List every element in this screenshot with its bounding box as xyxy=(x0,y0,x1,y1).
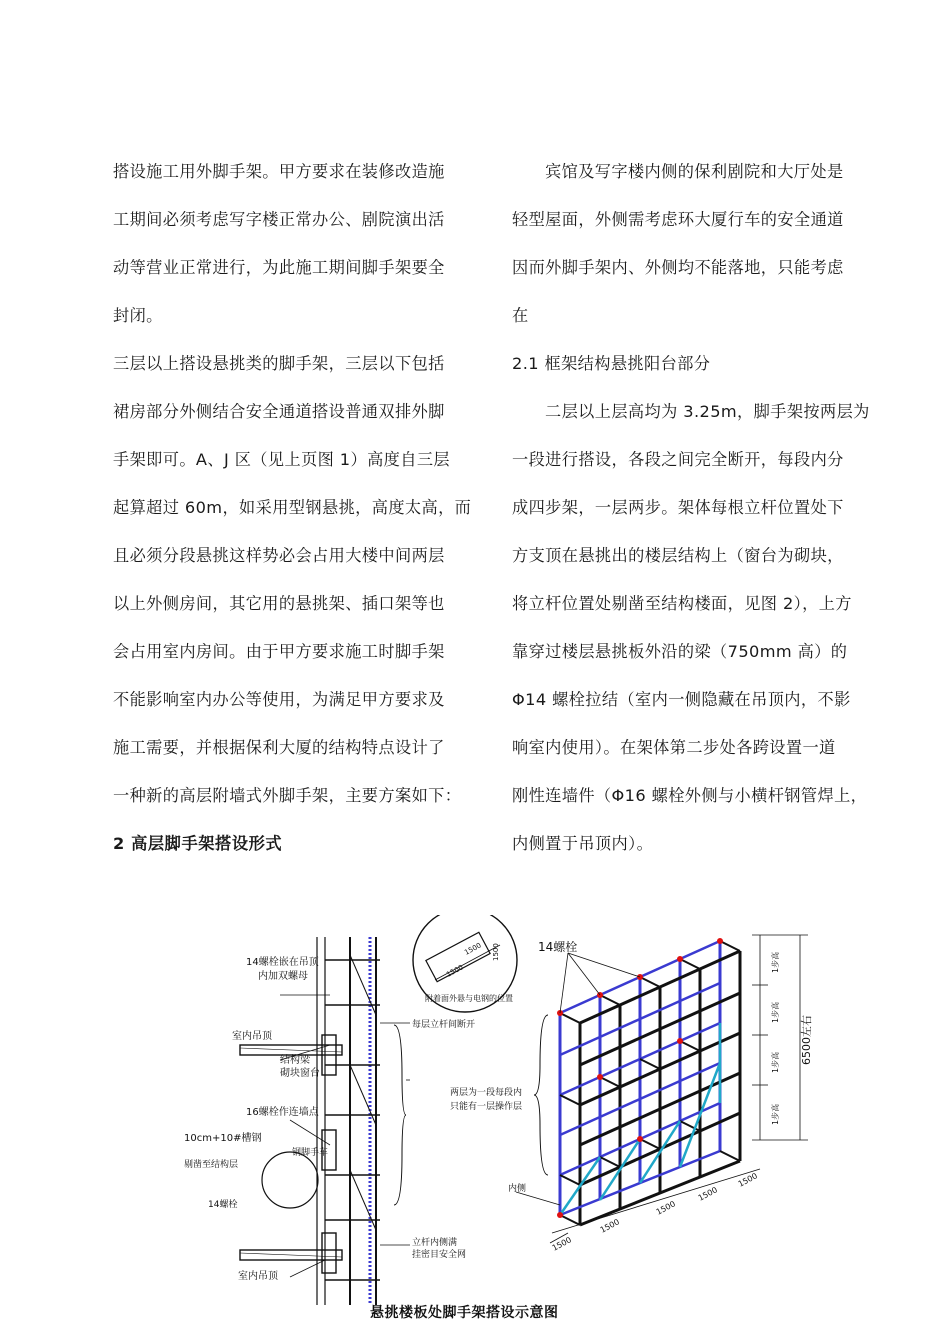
detail-dim-3: 1500 xyxy=(492,943,500,961)
left-line-11: 会占用室内房间。由于甲方要求施工时脚手架 xyxy=(113,642,445,661)
label-step-3: 1步高 xyxy=(771,1051,780,1073)
left-line-9: 且必须分段悬挑这样势必会占用大楼中间两层 xyxy=(113,546,445,565)
right-line-1: 宾馆及写字楼内侧的保利剧院和大厅处是 xyxy=(545,162,844,181)
scaffold-drawing xyxy=(180,915,870,1305)
section-heading-2-1: 2.1 框架结构悬挑阳台部分 xyxy=(512,354,711,373)
left-line-14: 一种新的高层附墙式外脚手架，主要方案如下： xyxy=(113,786,462,805)
scaffold-figure xyxy=(180,915,870,1315)
label-step-4: 1步高 xyxy=(771,1103,780,1125)
label-step-1: 1步高 xyxy=(771,951,780,973)
left-line-6: 裙房部分外侧结合安全通道搭设普通双排外脚 xyxy=(113,402,445,421)
label-beam-1: 结构梁 xyxy=(280,1055,310,1066)
left-text-column xyxy=(113,150,472,870)
right-line-9: 方支顶在悬挑出的楼层结构上（窗台为砌块， xyxy=(512,546,844,565)
left-line-3: 动等营业正常进行，为此施工期间脚手架要全 xyxy=(113,258,445,277)
label-total-height: 6500左右 xyxy=(800,1015,813,1065)
label-brace: 钢脚手车 xyxy=(292,1148,329,1158)
right-line-3: 因而外脚手架内、外侧均不能落地，只能考虑 xyxy=(512,258,844,277)
label-note-1: 两层为一段每段内 xyxy=(450,1088,523,1098)
scaffold-3d xyxy=(516,935,808,1243)
label-note-2: 只能有一层操作层 xyxy=(450,1102,523,1112)
label-span-5: 1500 xyxy=(736,1171,759,1189)
label-span-2: 1500 xyxy=(598,1217,621,1235)
right-line-8: 成四步架，一层两步。架体每根立杆位置处下 xyxy=(512,498,844,517)
label-bolt-top-1: 14螺栓嵌在吊顶 xyxy=(246,957,319,968)
left-line-2: 工期间必须考虑写字楼正常办公、剧院演出活 xyxy=(113,210,445,229)
figure-caption: 悬挑楼板处脚手架搭设示意图 xyxy=(370,1305,559,1321)
label-bolt-top-2: 内加双螺母 xyxy=(258,971,308,982)
right-line-2: 轻型屋面，外侧需考虑环大厦行车的安全通道 xyxy=(512,210,844,229)
label-detail: 附着面外悬与电钢的位置 xyxy=(425,994,513,1003)
label-wall-tie: 16螺栓作连墙点 xyxy=(246,1107,319,1118)
label-net-2: 挂密目安全网 xyxy=(412,1250,467,1260)
right-line-15: 内侧置于吊顶内）。 xyxy=(512,834,654,853)
label-span-4: 1500 xyxy=(696,1185,719,1203)
right-line-4: 在 xyxy=(512,306,529,325)
left-line-10: 以上外侧房间，其它用的悬挑架、插口架等也 xyxy=(113,594,445,613)
label-channel: 10cm+10#槽钢 xyxy=(184,1133,262,1144)
left-line-8: 起算超过 60m，如采用型钢悬挑，高度太高，而 xyxy=(113,498,472,517)
detail-dim-1: 1500 xyxy=(463,941,483,957)
right-line-6: 二层以上层高均为 3.25m，脚手架按两层为 xyxy=(545,402,870,421)
left-line-1: 搭设施工用外脚手架。甲方要求在装修改造施 xyxy=(113,162,445,181)
label-span-3: 1500 xyxy=(654,1199,677,1217)
left-line-13: 施工需要，并根据保利大厦的结构特点设计了 xyxy=(113,738,445,757)
right-text-column xyxy=(512,150,870,870)
right-line-14: 刚性连墙件（Φ16 螺栓外侧与小横杆钢管焊上， xyxy=(512,786,868,805)
right-line-12: Φ14 螺栓拉结（室内一侧隐藏在吊顶内，不影 xyxy=(512,690,851,709)
label-bolt: 14螺栓 xyxy=(538,940,578,954)
label-bolt-bottom: 14螺栓 xyxy=(208,1200,238,1210)
right-line-13: 响室内使用）。在架体第二步处各跨设置一道 xyxy=(512,738,836,757)
label-break: 每层立杆间断开 xyxy=(412,1020,476,1030)
label-beam-2: 砌块窗台 xyxy=(280,1068,320,1079)
label-net-1: 立杆内侧满 xyxy=(412,1238,458,1248)
left-line-5: 三层以上搭设悬挑类的脚手架，三层以下包括 xyxy=(113,354,445,373)
left-line-12: 不能影响室内办公等使用，为满足甲方要求及 xyxy=(113,690,445,709)
right-line-11: 靠穿过楼层悬挑板外沿的梁（750mm 高）的 xyxy=(512,642,848,661)
label-ceiling-top: 室内吊顶 xyxy=(232,1031,272,1042)
label-ceiling-bottom: 室内吊顶 xyxy=(238,1271,278,1282)
label-span-1: 1500 xyxy=(550,1235,573,1253)
right-line-7: 一段进行搭设，各段之间完全断开，每段内分 xyxy=(512,450,844,469)
right-line-10: 将立杆位置处剔凿至结构楼面，见图 2），上方 xyxy=(512,594,852,613)
label-inner: 内侧 xyxy=(508,1184,527,1194)
label-step-2: 1步高 xyxy=(771,1001,780,1023)
section-heading-2: 2 高层脚手架搭设形式 xyxy=(113,834,283,853)
detail-dim-2: 1500 xyxy=(445,963,465,979)
left-line-4: 封闭。 xyxy=(113,306,163,325)
label-chisel: 剔凿至结构层 xyxy=(184,1160,239,1170)
left-line-7: 手架即可。A、J 区（见上页图 1）高度自三层 xyxy=(113,450,451,469)
